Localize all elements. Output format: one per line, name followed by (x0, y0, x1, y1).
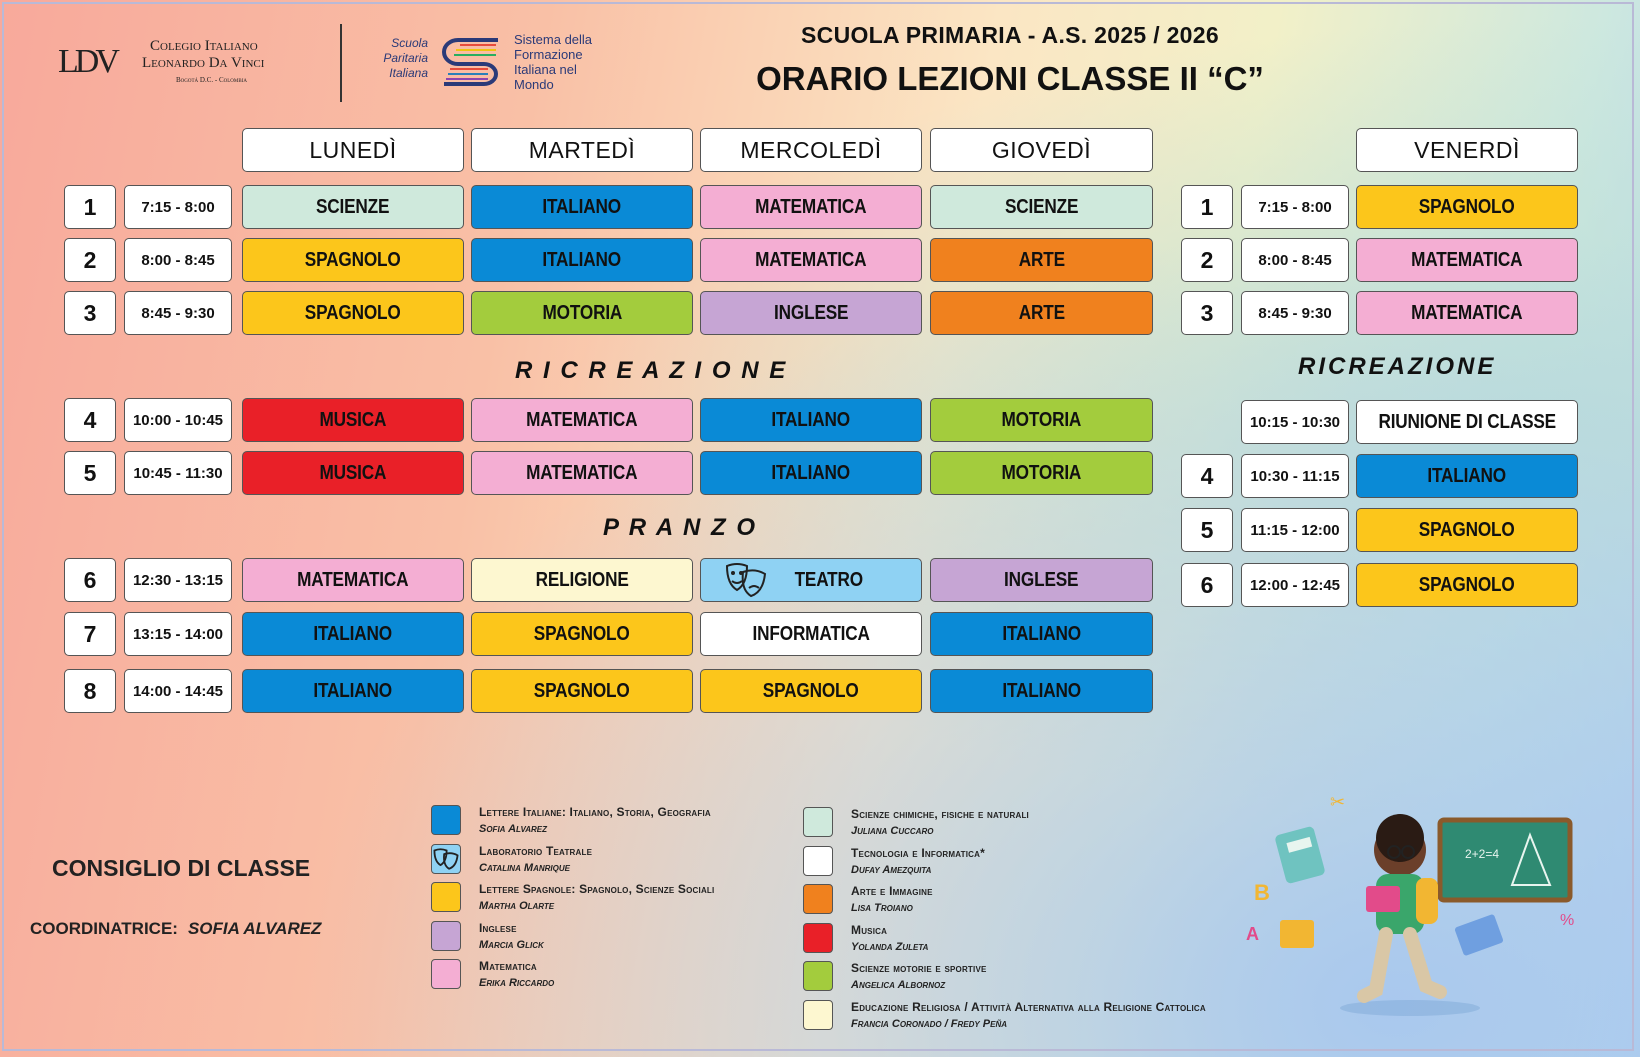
lesson-subject: INFORMATICA (752, 622, 870, 645)
school-city: Bogotá D.C. - Colombia (176, 76, 247, 84)
school-year-title: SCUOLA PRIMARIA - A.S. 2025 / 2026 (801, 22, 1219, 48)
lesson-cell (700, 185, 922, 229)
lesson-subject: ITALIANO (771, 461, 851, 484)
theater-masks-icon (723, 560, 769, 600)
theater-masks-icon (432, 845, 460, 873)
period-number: 6 (64, 558, 116, 602)
legend-subject: Lettere Italiane: Italiano, Storia, Geografia (479, 805, 711, 819)
legend-color-swatch (803, 846, 833, 876)
friday-lesson-subject: RIUNIONE DI CLASSE (1378, 410, 1556, 433)
friday-period-number: 3 (1181, 291, 1233, 335)
lesson-subject: MATEMATICA (755, 248, 867, 271)
legend-color-swatch (431, 921, 461, 951)
friday-period-time: 10:30 - 11:15 (1241, 454, 1349, 498)
period-number: 8 (64, 669, 116, 713)
lesson-cell (471, 238, 693, 282)
lesson-cell (930, 558, 1153, 602)
lesson-cell (242, 558, 464, 602)
friday-period-time: 8:45 - 9:30 (1241, 291, 1349, 335)
lesson-cell (471, 451, 693, 495)
lesson-cell (700, 398, 922, 442)
lesson-cell (471, 185, 693, 229)
lesson-cell (242, 451, 464, 495)
friday-period-number: 1 (1181, 185, 1233, 229)
lesson-cell (700, 612, 922, 656)
legend-teacher: Francia Coronado / Fredy Peña (851, 1017, 1008, 1030)
lesson-subject: MATEMATICA (526, 408, 638, 431)
council-title: CONSIGLIO DI CLASSE (52, 855, 311, 881)
legend-teacher: Yolanda Zuleta (851, 940, 929, 953)
lesson-cell (242, 238, 464, 282)
day-header-wednesday: MERCOLEDÌ (700, 128, 922, 172)
friday-break-label: RICREAZIONE (1298, 353, 1497, 380)
friday-lesson-subject: SPAGNOLO (1419, 195, 1515, 218)
legend-teacher: Martha Olarte (479, 900, 555, 912)
day-header-friday: VENERDÌ (1356, 128, 1578, 172)
lesson-cell (471, 669, 693, 713)
school-name-line2: Leonardo Da Vinci (142, 55, 265, 71)
lesson-cell (242, 185, 464, 229)
friday-period-time: 7:15 - 8:00 (1241, 185, 1349, 229)
lesson-cell (930, 669, 1153, 713)
svg-text:B: B (1254, 880, 1270, 905)
lesson-cell (930, 291, 1153, 335)
lesson-cell (700, 669, 922, 713)
period-time: 8:45 - 9:30 (124, 291, 232, 335)
friday-period-time: 10:15 - 10:30 (1241, 400, 1349, 444)
lesson-subject: ITALIANO (771, 408, 851, 431)
period-time: 8:00 - 8:45 (124, 238, 232, 282)
lesson-subject: SPAGNOLO (763, 679, 859, 702)
legend-subject: Musica (851, 922, 888, 937)
lesson-subject: ITALIANO (1002, 679, 1081, 702)
friday-lesson-cell (1356, 454, 1578, 498)
lesson-subject: MOTORIA (542, 301, 622, 324)
period-time: 13:15 - 14:00 (124, 612, 232, 656)
lesson-cell (930, 451, 1153, 495)
friday-lesson-cell (1356, 185, 1578, 229)
legend-subject: Arte e Immagine (851, 884, 933, 898)
legend-teacher: Marcia Glick (479, 938, 544, 951)
lesson-subject: TEATRO (794, 568, 864, 591)
friday-lesson-cell (1356, 238, 1578, 282)
header-divider (340, 24, 342, 102)
partner-logo-right-text: Sistema della Formazione Italiana nel Mondo (514, 32, 593, 92)
lesson-subject: ITALIANO (1002, 622, 1081, 645)
day-header-monday: LUNEDÌ (242, 128, 464, 172)
period-time: 10:00 - 10:45 (124, 398, 232, 442)
lesson-subject: RELIGIONE (535, 568, 629, 591)
lesson-subject: ITALIANO (313, 679, 393, 702)
period-number: 2 (64, 238, 116, 282)
lesson-cell (471, 612, 693, 656)
lesson-subject: SCIENZE (316, 195, 390, 218)
friday-lesson-cell (1356, 563, 1578, 607)
friday-lesson-subject: MATEMATICA (1411, 248, 1523, 271)
legend-teacher: Catalina Manrique (479, 861, 570, 874)
legend-color-swatch (431, 882, 461, 912)
lesson-cell (242, 669, 464, 713)
legend-subject: Tecnologia e Informatica* (851, 845, 985, 860)
legend-color-swatch (803, 884, 833, 914)
legend-color-swatch (803, 923, 833, 953)
lesson-cell (471, 558, 693, 602)
coordinator-line (30, 919, 321, 939)
lesson-subject: ARTE (1018, 301, 1065, 324)
school-name-line1: Colegio Italiano (150, 38, 258, 54)
friday-period-time: 12:00 - 12:45 (1241, 563, 1349, 607)
legend-color-swatch (431, 844, 461, 874)
svg-text:A: A (1246, 924, 1259, 944)
partner-logo (372, 30, 612, 94)
day-header-tuesday: MARTEDÌ (471, 128, 693, 172)
legend-teacher: Lisa Troiano (851, 902, 913, 914)
period-number: 1 (64, 185, 116, 229)
lesson-subject: INGLESE (1004, 568, 1079, 591)
period-number: 4 (64, 398, 116, 442)
school-logo (58, 34, 328, 94)
lesson-subject: MATEMATICA (526, 461, 638, 484)
legend-subject: Inglese (479, 920, 517, 935)
legend-subject: Lettere Spagnole: Spagnolo, Scienze Sociali (479, 882, 715, 896)
friday-lesson-cell (1356, 400, 1578, 444)
legend-subject: Scienze motorie e sportive (851, 961, 987, 975)
period-time: 12:30 - 13:15 (124, 558, 232, 602)
lesson-cell (930, 398, 1153, 442)
friday-period-time: 11:15 - 12:00 (1241, 508, 1349, 552)
legend-color-swatch (431, 805, 461, 835)
friday-lesson-subject: SPAGNOLO (1419, 518, 1515, 541)
lesson-cell (242, 291, 464, 335)
lunch-label: P R A N Z O (603, 514, 757, 541)
lesson-cell (700, 451, 922, 495)
friday-lesson-subject: SPAGNOLO (1419, 573, 1515, 596)
lesson-subject: ARTE (1018, 248, 1065, 271)
lesson-cell (930, 185, 1153, 229)
lesson-subject: ITALIANO (542, 248, 622, 271)
period-time: 14:00 - 14:45 (124, 669, 232, 713)
lesson-subject: SPAGNOLO (534, 622, 630, 645)
lesson-subject: MOTORIA (1001, 408, 1082, 431)
coordinator-name: SOFIA ALVAREZ (187, 919, 322, 938)
legend-subject: Educazione Religiosa / Attività Alternativa alla Religione Cattolica (851, 999, 1206, 1014)
lesson-cell (700, 291, 922, 335)
lesson-subject: MUSICA (319, 408, 387, 431)
friday-period-number: 5 (1181, 508, 1233, 552)
legend-color-swatch (431, 959, 461, 989)
coordinator-label: COORDINATRICE: (30, 919, 178, 938)
legend-color-swatch (803, 961, 833, 991)
friday-lesson-cell (1356, 291, 1578, 335)
books-s-icon (436, 32, 506, 88)
lesson-subject: MATEMATICA (297, 568, 409, 591)
friday-lesson-cell (1356, 508, 1578, 552)
friday-period-number: 4 (1181, 454, 1233, 498)
friday-period-time: 8:00 - 8:45 (1241, 238, 1349, 282)
legend-subject: Matematica (479, 959, 537, 973)
timetable-title: ORARIO LEZIONI CLASSE II “C” (756, 60, 1264, 97)
period-time: 10:45 - 11:30 (124, 451, 232, 495)
lesson-cell (471, 291, 693, 335)
lesson-subject: SCIENZE (1004, 195, 1079, 218)
lesson-subject: SPAGNOLO (305, 248, 401, 271)
lesson-cell (700, 238, 922, 282)
period-number: 5 (64, 451, 116, 495)
lesson-subject: MATEMATICA (755, 195, 867, 218)
day-header-thursday: GIOVEDÌ (930, 128, 1153, 172)
legend-color-swatch (803, 1000, 833, 1030)
lesson-subject: INGLESE (773, 301, 849, 324)
legend-teacher: Juliana Cuccaro (851, 825, 934, 837)
student-illustration (1246, 790, 1590, 1020)
lesson-cell (930, 612, 1153, 656)
friday-period-number: 2 (1181, 238, 1233, 282)
lesson-subject: ITALIANO (542, 195, 622, 218)
lesson-cell (242, 398, 464, 442)
legend-teacher: Angelica Albornoz (851, 979, 946, 991)
lesson-cell (930, 238, 1153, 282)
period-number: 7 (64, 612, 116, 656)
svg-text:✂: ✂ (1330, 792, 1346, 812)
legend-color-swatch (803, 807, 833, 837)
legend-subject: Scienze chimiche, fisiche e naturali (851, 807, 1029, 821)
period-time: 7:15 - 8:00 (124, 185, 232, 229)
friday-period-number: 6 (1181, 563, 1233, 607)
legend-subject: Laboratorio Teatrale (479, 843, 593, 858)
svg-text:%: % (1560, 912, 1575, 929)
lesson-cell (242, 612, 464, 656)
svg-text:2+2=4: 2+2=4 (1465, 847, 1500, 861)
period-number: 3 (64, 291, 116, 335)
partner-logo-left-text: Scuola Paritaria Italiana (383, 36, 428, 80)
friday-lesson-subject: ITALIANO (1427, 464, 1507, 487)
legend-teacher: Erika Riccardo (479, 977, 555, 989)
legend-teacher: Sofia Alvarez (479, 823, 548, 835)
ldv-monogram: LDV (58, 43, 116, 80)
lesson-subject: SPAGNOLO (305, 301, 401, 324)
lesson-subject: MUSICA (319, 461, 387, 484)
lesson-cell (700, 558, 922, 602)
lesson-subject: MOTORIA (1001, 461, 1082, 484)
lesson-cell (471, 398, 693, 442)
lesson-subject: ITALIANO (313, 622, 393, 645)
lesson-subject: SPAGNOLO (534, 679, 630, 702)
legend-teacher: Dufay Amezquita (851, 863, 932, 876)
friday-lesson-subject: MATEMATICA (1411, 301, 1523, 324)
break-label: R I C R E A Z I O N E (515, 357, 788, 384)
